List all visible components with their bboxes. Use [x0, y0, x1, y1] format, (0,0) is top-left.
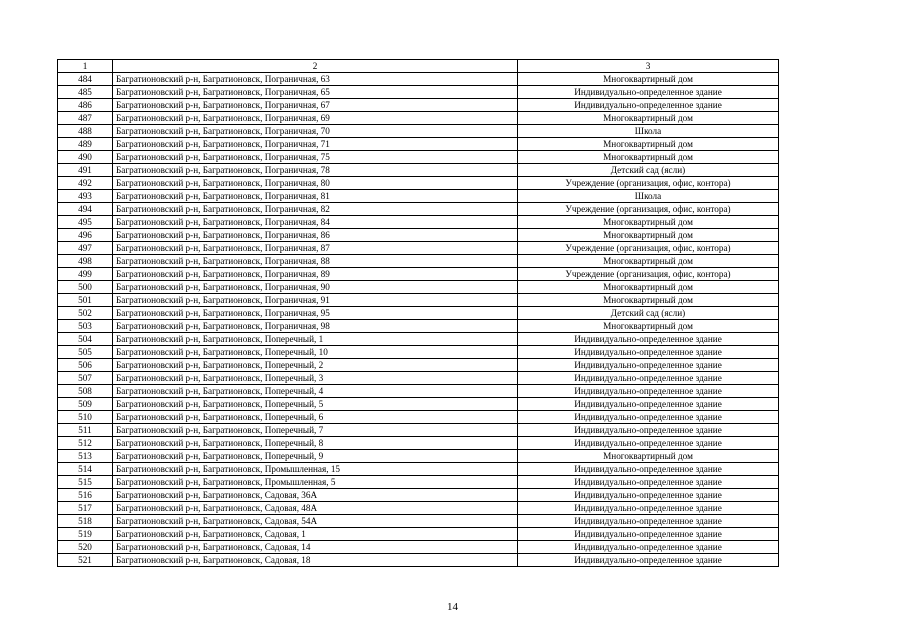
cell-number: 504: [58, 333, 113, 346]
cell-building-type: Учреждение (организация, офис, контора): [518, 177, 779, 190]
table-row: [58, 125, 779, 138]
cell-address: Багратионовский р-н, Багратионовск, Садовая, 14: [113, 541, 518, 554]
cell-number: 513: [58, 450, 113, 463]
cell-address: Багратионовский р-н, Багратионовск, Промышленная, 15: [113, 463, 518, 476]
cell-number: 506: [58, 359, 113, 372]
cell-building-type: Школа: [518, 190, 779, 203]
cell-address: Багратионовский р-н, Багратионовск, Пограничная, 67: [113, 99, 518, 112]
cell-number: 508: [58, 385, 113, 398]
cell-address: Багратионовский р-н, Багратионовск, Пограничная, 75: [113, 151, 518, 164]
table-body: [58, 60, 779, 567]
cell-address: Багратионовский р-н, Багратионовск, Пограничная, 69: [113, 112, 518, 125]
cell-address: Багратионовский р-н, Багратионовск, Промышленная, 5: [113, 476, 518, 489]
cell-building-type: Индивидуально-определенное здание: [518, 463, 779, 476]
header-cell-address: 2: [113, 60, 518, 73]
cell-address: Багратионовский р-н, Багратионовск, Пограничная, 80: [113, 177, 518, 190]
cell-address: Багратионовский р-н, Багратионовск, Пограничная, 65: [113, 86, 518, 99]
table-row: [58, 372, 779, 385]
cell-building-type: Учреждение (организация, офис, контора): [518, 203, 779, 216]
page-number: 14: [447, 601, 458, 613]
table-row: [58, 528, 779, 541]
table-row: [58, 151, 779, 164]
cell-building-type: Индивидуально-определенное здание: [518, 359, 779, 372]
cell-building-type: Многоквартирный дом: [518, 320, 779, 333]
cell-address: Багратионовский р-н, Багратионовск, Пограничная, 91: [113, 294, 518, 307]
table-row: [58, 437, 779, 450]
cell-number: 490: [58, 151, 113, 164]
cell-number: 521: [58, 554, 113, 567]
table-row: [58, 554, 779, 567]
cell-number: 502: [58, 307, 113, 320]
cell-number: 489: [58, 138, 113, 151]
cell-number: 501: [58, 294, 113, 307]
cell-address: Багратионовский р-н, Багратионовск, Пограничная, 90: [113, 281, 518, 294]
cell-address: Багратионовский р-н, Багратионовск, Пограничная, 81: [113, 190, 518, 203]
table-row: [58, 73, 779, 86]
table-row: [58, 281, 779, 294]
cell-number: 516: [58, 489, 113, 502]
table-row: [58, 229, 779, 242]
table-row: [58, 450, 779, 463]
cell-building-type: Многоквартирный дом: [518, 112, 779, 125]
cell-number: 486: [58, 99, 113, 112]
cell-building-type: Многоквартирный дом: [518, 450, 779, 463]
cell-address: Багратионовский р-н, Багратионовск, Садовая, 1: [113, 528, 518, 541]
cell-building-type: Индивидуально-определенное здание: [518, 424, 779, 437]
table-row: [58, 502, 779, 515]
cell-building-type: Индивидуально-определенное здание: [518, 502, 779, 515]
cell-number: 514: [58, 463, 113, 476]
cell-number: 503: [58, 320, 113, 333]
cell-number: 499: [58, 268, 113, 281]
cell-number: 510: [58, 411, 113, 424]
cell-address: Багратионовский р-н, Багратионовск, Поперечный, 2: [113, 359, 518, 372]
cell-number: 511: [58, 424, 113, 437]
cell-address: Багратионовский р-н, Багратионовск, Поперечный, 10: [113, 346, 518, 359]
cell-building-type: Детский сад (ясли): [518, 164, 779, 177]
cell-number: 491: [58, 164, 113, 177]
cell-building-type: Индивидуально-определенное здание: [518, 541, 779, 554]
cell-building-type: Детский сад (ясли): [518, 307, 779, 320]
cell-building-type: Индивидуально-определенное здание: [518, 476, 779, 489]
table-row: [58, 294, 779, 307]
cell-building-type: Учреждение (организация, офис, контора): [518, 268, 779, 281]
table-row: [58, 463, 779, 476]
cell-building-type: Индивидуально-определенное здание: [518, 437, 779, 450]
cell-address: Багратионовский р-н, Багратионовск, Пограничная, 84: [113, 216, 518, 229]
cell-building-type: Многоквартирный дом: [518, 229, 779, 242]
cell-number: 497: [58, 242, 113, 255]
cell-address: Багратионовский р-н, Багратионовск, Поперечный, 7: [113, 424, 518, 437]
cell-address: Багратионовский р-н, Багратионовск, Пограничная, 63: [113, 73, 518, 86]
cell-address: Багратионовский р-н, Багратионовск, Пограничная, 89: [113, 268, 518, 281]
cell-building-type: Многоквартирный дом: [518, 216, 779, 229]
table-row: [58, 112, 779, 125]
table-row: [58, 515, 779, 528]
cell-building-type: Индивидуально-определенное здание: [518, 398, 779, 411]
cell-number: 505: [58, 346, 113, 359]
cell-building-type: Индивидуально-определенное здание: [518, 554, 779, 567]
cell-address: Багратионовский р-н, Багратионовск, Пограничная, 87: [113, 242, 518, 255]
cell-building-type: Многоквартирный дом: [518, 73, 779, 86]
table-row: [58, 476, 779, 489]
cell-address: Багратионовский р-н, Багратионовск, Пограничная, 86: [113, 229, 518, 242]
cell-number: 485: [58, 86, 113, 99]
table-row: [58, 203, 779, 216]
cell-building-type: Индивидуально-определенное здание: [518, 333, 779, 346]
table-row: [58, 255, 779, 268]
cell-building-type: Многоквартирный дом: [518, 281, 779, 294]
cell-building-type: Школа: [518, 125, 779, 138]
table-row: [58, 307, 779, 320]
cell-number: 515: [58, 476, 113, 489]
table-row: [58, 541, 779, 554]
table-row: [58, 398, 779, 411]
cell-number: 487: [58, 112, 113, 125]
cell-building-type: Учреждение (организация, офис, контора): [518, 242, 779, 255]
cell-number: 498: [58, 255, 113, 268]
cell-address: Багратионовский р-н, Багратионовск, Пограничная, 70: [113, 125, 518, 138]
cell-address: Багратионовский р-н, Багратионовск, Садовая, 48А: [113, 502, 518, 515]
cell-building-type: Многоквартирный дом: [518, 151, 779, 164]
cell-address: Багратионовский р-н, Багратионовск, Поперечный, 6: [113, 411, 518, 424]
cell-number: 509: [58, 398, 113, 411]
cell-number: 488: [58, 125, 113, 138]
cell-address: Багратионовский р-н, Багратионовск, Пограничная, 71: [113, 138, 518, 151]
header-cell-type: 3: [518, 60, 779, 73]
cell-number: 492: [58, 177, 113, 190]
cell-number: 512: [58, 437, 113, 450]
cell-address: Багратионовский р-н, Багратионовск, Пограничная, 88: [113, 255, 518, 268]
cell-address: Багратионовский р-н, Багратионовск, Поперечный, 5: [113, 398, 518, 411]
cell-address: Багратионовский р-н, Багратионовск, Пограничная, 78: [113, 164, 518, 177]
table-row: [58, 99, 779, 112]
cell-building-type: Индивидуально-определенное здание: [518, 99, 779, 112]
table-row: [58, 346, 779, 359]
cell-address: Багратионовский р-н, Багратионовск, Пограничная, 82: [113, 203, 518, 216]
cell-number: 519: [58, 528, 113, 541]
table-row: [58, 268, 779, 281]
table-row: [58, 216, 779, 229]
cell-address: Багратионовский р-н, Багратионовск, Поперечный, 4: [113, 385, 518, 398]
cell-number: 484: [58, 73, 113, 86]
cell-building-type: Многоквартирный дом: [518, 255, 779, 268]
cell-building-type: Индивидуально-определенное здание: [518, 528, 779, 541]
cell-number: 507: [58, 372, 113, 385]
table-row: [58, 86, 779, 99]
cell-number: 520: [58, 541, 113, 554]
table-row: [58, 190, 779, 203]
table-row: [58, 177, 779, 190]
cell-address: Багратионовский р-н, Багратионовск, Поперечный, 9: [113, 450, 518, 463]
table-row: [58, 242, 779, 255]
cell-building-type: Индивидуально-определенное здание: [518, 411, 779, 424]
cell-address: Багратионовский р-н, Багратионовск, Поперечный, 8: [113, 437, 518, 450]
table-row: [58, 359, 779, 372]
cell-address: Багратионовский р-н, Багратионовск, Поперечный, 1: [113, 333, 518, 346]
cell-number: 500: [58, 281, 113, 294]
cell-number: 517: [58, 502, 113, 515]
table-row: [58, 138, 779, 151]
table-row: [58, 320, 779, 333]
cell-building-type: Индивидуально-определенное здание: [518, 385, 779, 398]
cell-building-type: Индивидуально-определенное здание: [518, 86, 779, 99]
cell-building-type: Многоквартирный дом: [518, 138, 779, 151]
buildings-table: [57, 59, 779, 567]
table-row: [58, 164, 779, 177]
cell-building-type: Индивидуально-определенное здание: [518, 489, 779, 502]
cell-address: Багратионовский р-н, Багратионовск, Садовая, 18: [113, 554, 518, 567]
cell-address: Багратионовский р-н, Багратионовск, Садовая, 54А: [113, 515, 518, 528]
cell-address: Багратионовский р-н, Багратионовск, Садовая, 36А: [113, 489, 518, 502]
cell-number: 496: [58, 229, 113, 242]
table-header-row: [58, 60, 779, 73]
cell-building-type: Индивидуально-определенное здание: [518, 515, 779, 528]
cell-number: 493: [58, 190, 113, 203]
cell-building-type: Многоквартирный дом: [518, 294, 779, 307]
cell-building-type: Индивидуально-определенное здание: [518, 346, 779, 359]
cell-number: 495: [58, 216, 113, 229]
table-row: [58, 385, 779, 398]
cell-building-type: Индивидуально-определенное здание: [518, 372, 779, 385]
cell-address: Багратионовский р-н, Багратионовск, Поперечный, 3: [113, 372, 518, 385]
table-row: [58, 489, 779, 502]
table-row: [58, 424, 779, 437]
cell-address: Багратионовский р-н, Багратионовск, Пограничная, 95: [113, 307, 518, 320]
cell-address: Багратионовский р-н, Багратионовск, Пограничная, 98: [113, 320, 518, 333]
table-row: [58, 411, 779, 424]
cell-number: 494: [58, 203, 113, 216]
header-cell-number: 1: [58, 60, 113, 73]
table-row: [58, 333, 779, 346]
cell-number: 518: [58, 515, 113, 528]
